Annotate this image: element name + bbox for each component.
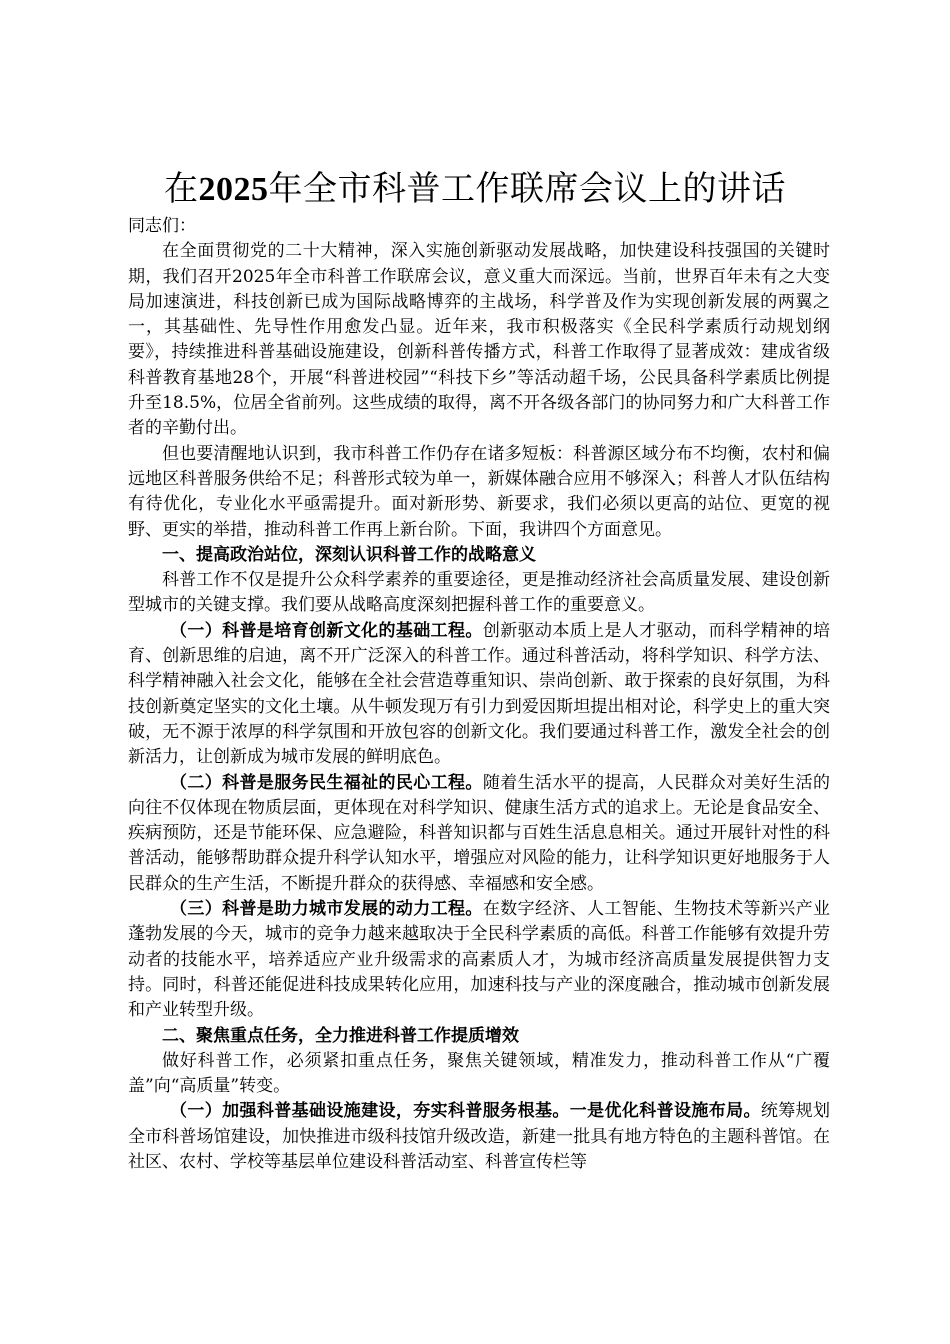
paragraph-subsection-4 [128,1099,830,1175]
section-heading-2: 二、聚焦重点任务，全力推进科普工作提质增效 [162,1025,519,1046]
paragraph-shortcomings: 但也要清醒地认识到，我市科普工作仍存在诸多短板：科普源区域分布不均衡，农村和偏远地区科普服务供给不足；科普形式较为单一，新媒体融合应用不够深入；科普人才队伍结构有待优化，专业化水平亟需提升。面对新形势、新要求，我们必须以更高的站位、更宽的视野、更实的举措，推动科普工作再上新台阶。下面，我讲四个方面意见。 [128,443,830,540]
section-heading-1: 一、提高政治站位，深刻认识科普工作的战略意义 [162,544,536,565]
subsection-1-heading: （一）科普是培育创新文化的基础工程。 [170,620,483,641]
title-prefix: 在 [164,169,199,209]
subsection-2-heading: （二）科普是服务民生福祉的民心工程。 [170,772,483,793]
subsection-3-text: 在数字经济、人工智能、生物技术等新兴产业蓬勃发展的今天，城市的竞争力越来越取决于全民科学素质的高低。科普工作能够有效提升劳动者的技能水平，培养适应产业升级需求的高素质人才，为城市经济高质量发展提供智力支持。同时，科普还能促进科技成果转化应用，加速科技与产业的深度融合，推动城市创新发展和产业转型升级。 [128,899,831,1021]
title-year: 2025 [198,171,269,208]
paragraph-intro: 在全面贯彻党的二十大精神，深入实施创新驱动发展战略，加快建设科技强国的关键时期，我们召开2025年全市科普工作联席会议，意义重大而深远。当前，世界百年未有之大变局加速演进，科技创新已成为国际战略博弈的主战场，科学普及作为实现创新发展的两翼之一，其基础性、先导性作用愈发凸显。近年来，我市积极落实《全民科学素质行动规划纲要》，持续推进科普基础设施建设，创新科普传播方式，科普工作取得了显著成效：建成省级科普教育基地28个，开展“科普进校园”“科技下乡”等活动超千场，公民具备科学素质比例提升至18.5%，位居全省前列。这些成绩的取得，离不开各级各部门的协同努力和广大科普工作者的辛勤付出。 [128,241,830,439]
paragraph-subsection-1 [128,619,830,771]
paragraph-section-1-intro: 科普工作不仅是提升公众科学素养的重要途径，更是推动经济社会高质量发展、建设创新型城市的关键支撑。我们要从战略高度深刻把握科普工作的重要意义。 [128,570,830,616]
paragraph-subsection-3 [128,897,830,1023]
subsection-1-text: 创新驱动本质上是人才驱动，而科学精神的培育、创新思维的启迪，离不开广泛深入的科普工作。通过科普活动，将科学知识、科学方法、科学精神融入社会文化，能够在全社会营造尊重知识、崇尚创新、敢于探索的良好氛围，为科技创新奠定坚实的文化土壤。从牛顿发现万有引力到爱因斯坦提出相对论，科学史上的重大突破，无不源于浓厚的科学氛围和开放包容的创新文化。我们要通过科普工作，激发全社会的创新活力，让创新成为城市发展的鲜明底色。 [128,620,831,768]
subsection-4-heading: （一）加强科普基础设施建设，夯实科普服务根基。一是优化科普设施布局。 [170,1101,761,1122]
paragraph-subsection-2 [128,771,830,897]
subsection-4-text: 统筹规划全市科普场馆建设，加快推进市级科技馆升级改造，新建一批具有地方特色的主题科普馆。在社区、农村、学校等基层单位建设科普活动室、科普宣传栏等 [128,1101,831,1172]
salutation: 同志们： [128,216,196,236]
title-suffix: 年全市科普工作联席会议上的讲话 [268,169,786,209]
subsection-3-heading: （三）科普是助力城市发展的动力工程。 [170,899,483,920]
document-title [0,166,950,213]
document-body [128,214,830,1175]
paragraph-section-2-intro: 做好科普工作，必须紧扣重点任务，聚焦关键领域，精准发力，推动科普工作从“广覆盖”向“高质量”转变。 [128,1050,830,1097]
subsection-2-text: 随着生活水平的提高，人民群众对美好生活的向往不仅体现在物质层面，更体现在对科学知识、健康生活方式的追求上。无论是食品安全、疾病预防，还是节能环保、应急避险，科普知识都与百姓生活息息相关。通过开展针对性的科普活动，能够帮助群众提升科学认知水平，增强应对风险的能力，让科学知识更好地服务于人民群众的生产生活，不断提升群众的获得感、幸福感和安全感。 [128,772,831,894]
